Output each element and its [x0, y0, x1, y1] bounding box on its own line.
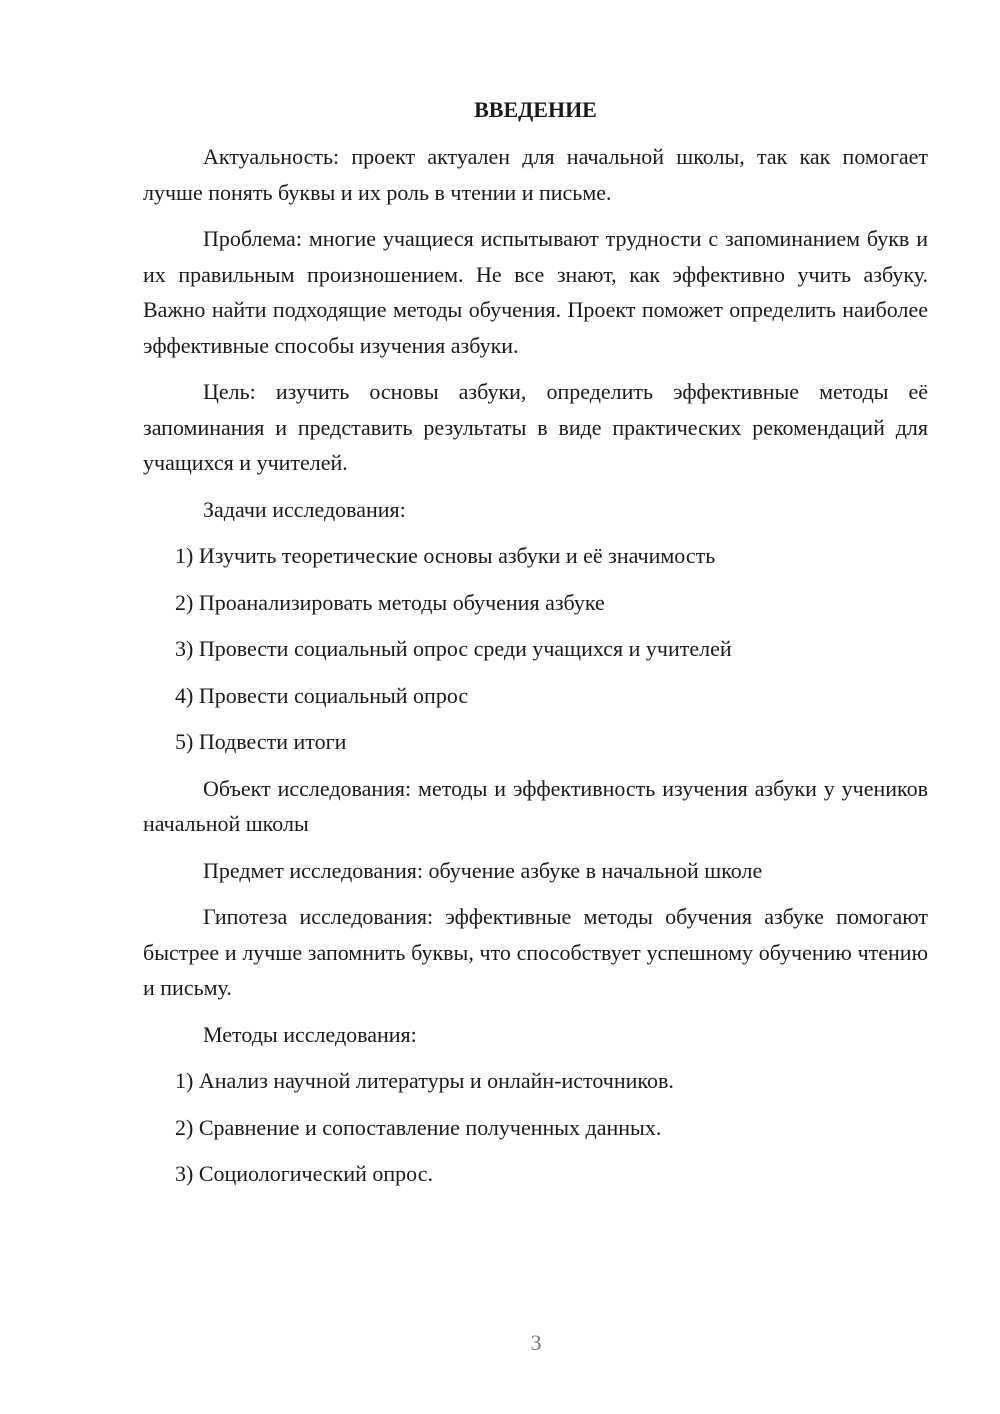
- task-item: 4) Провести социальный опрос: [175, 682, 469, 708]
- goal-paragraph: Цель: изучить основы азбуки, определить эффективные методы её запоминания и представить результаты в виде практических рекомендаций для учащихся и учителей.: [143, 379, 928, 475]
- task-item: 3) Провести социальный опрос среди учащихся и учителей: [175, 636, 732, 661]
- task-item: 1) Изучить теоретические основы азбуки и её значимость: [175, 543, 716, 568]
- page-title: ВВЕДЕНИЕ: [474, 97, 597, 122]
- method-item: 3) Социологический опрос.: [175, 1161, 433, 1186]
- task-item: 2) Проанализировать методы обучения азбуке: [175, 589, 605, 615]
- subject-paragraph: Предмет исследования: обучение азбуке в начальной школе: [203, 857, 763, 883]
- tasks-heading: Задачи исследования:: [203, 496, 406, 522]
- method-item: 2) Сравнение и сопоставление полученных данных.: [175, 1114, 662, 1140]
- page-content: [143, 92, 928, 1203]
- task-item: 5) Подвести итоги: [175, 729, 347, 754]
- methods-heading: Методы исследования:: [203, 1021, 417, 1047]
- relevance-paragraph: Актуальность: проект актуален для начальной школы, так как помогает лучше понять буквы и их роль в чтении и письме.: [143, 144, 928, 205]
- hypothesis-paragraph: Гипотеза исследования: эффективные методы обучения азбуке помогают быстрее и лучше запомнить буквы, что способствует успешному обучению чтению и письму.: [143, 904, 928, 1000]
- object-paragraph: Объект исследования: методы и эффективность изучения азбуки у учеников начальной школы: [143, 775, 928, 836]
- problem-paragraph: Проблема: многие учащиеся испытывают трудности с запоминанием букв и их правильным произношением. Не все знают, как эффективно учить азбуку. Важно найти подходящие методы обучения. Проект поможет определить наиболее эффективные способы изучения азбуки.: [143, 226, 928, 358]
- method-item: 1) Анализ научной литературы и онлайн-источников.: [175, 1068, 674, 1093]
- page-number: 3: [530, 1330, 542, 1355]
